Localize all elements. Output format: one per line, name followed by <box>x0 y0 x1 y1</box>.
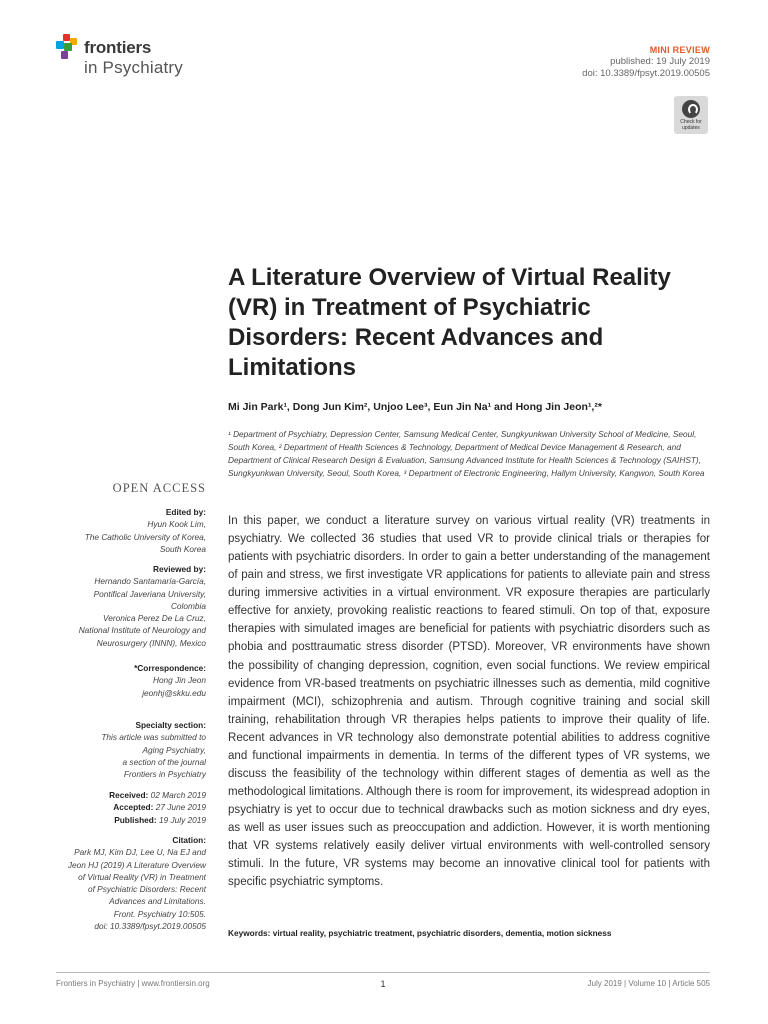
keywords-value: virtual reality, psychiatric treatment, psychiatric disorders, dementia, motion sickness <box>272 928 612 938</box>
correspondence-label: *Correspondence: <box>134 663 206 673</box>
article-title: A Literature Overview of Virtual Reality (VR) in Treatment of Psychiatric Disorders: Recent Advances and Limitations <box>228 264 671 381</box>
citation-line: Park MJ, Kim DJ, Lee U, Na EJ and <box>74 847 206 858</box>
edited-by-section <box>40 506 206 555</box>
specialty-line: Aging Psychiatry, <box>142 744 206 755</box>
footer-issue: July 2019 | Volume 10 | Article 505 <box>587 979 710 988</box>
reviewer-line: Veronica Perez De La Cruz, <box>103 613 206 624</box>
specialty-line: a section of the journal <box>122 756 206 767</box>
reviewer-line: Neurosurgery (INNN), Mexico <box>96 637 206 648</box>
check-updates-label: Check for updates <box>680 119 702 131</box>
journal-name: in Psychiatry <box>84 58 183 77</box>
reviewer-line: Pontifical Javeriana University, <box>93 588 206 599</box>
abstract-text: In this paper, we conduct a literature survey on various virtual reality (VR) treatments in psychiatry. We collected 36 studies that used VR to provide clinical trials or therapies for patients with psychiatric disorders. In order to gain a better understanding of the management of pain and stress, we first investigate VR applications for patients to alleviate pain and stress during immersive activities in a virtual environment. VR exposure therapies are particularly effective for anxiety, provoking realistic reactions to feared stimuli. On top of that, exposure therapies with simulated images are beneficial for patients with psychiatric disorders such as phobia and posttraumatic stress disorder (PTSD). Moreover, VR environments have shown the possibility of changing depression, cognition, even social functions. We review empirical evidence from VR-based treatments on psychiatric illnesses such as dementia, mild cognitive impairment (MCI), schizophrenia and autism. Through cognitive training and social skill training, rehabilitation through VR therapies helps patients to improve their quality of life. Recent advances in VR technology also demonstrate potential abilities to address cognitive and functional impairments in dementia. In terms of the different types of VR systems, we discuss the feasibility of the technology within different stages of dementia as well as the methodological limitations. Although there is room for improvement, its widespread adoption in psychiatry is yet to occur due to technical drawbacks such as motion sickness and dry eyes, as well as user issues such as preoccupation and addiction. However, it is worth mentioning that VR systems relatively easily deliver virtual environments with well-controlled sensory stimuli. In the future, VR systems may become an innovative clinical tool for patients with specific psychiatric symptoms. <box>228 515 710 889</box>
citation-line: Advances and Limitations. <box>109 896 206 907</box>
reviewed-by-section <box>40 563 206 649</box>
editor-line: Hyun Kook Lim, <box>147 519 206 530</box>
correspondent-name: Hong Jin Jeon <box>152 675 206 686</box>
citation-line: Front. Psychiatry 10:505. <box>113 908 206 919</box>
reviewed-by-label: Reviewed by: <box>152 564 206 574</box>
reviewer-line: National Institute of Neurology and <box>78 625 206 636</box>
keywords-line <box>228 928 710 938</box>
specialty-line: Frontiers in Psychiatry <box>123 769 206 780</box>
frontiers-logo-icon <box>56 34 80 60</box>
citation-line: Jeon HJ (2019) A Literature Overview <box>67 859 206 870</box>
published-date-side: Published: 19 July 2019 <box>114 814 206 825</box>
specialty-line: This article was submitted to <box>101 732 206 743</box>
footer-journal[interactable]: Frontiers in Psychiatry | www.frontiersin.org <box>56 979 210 988</box>
correspondence-section <box>40 662 206 699</box>
accepted-date: Accepted: 27 June 2019 <box>113 802 206 813</box>
citation-line: of Psychiatric Disorders: Recent <box>87 884 206 895</box>
reviewer-line: Hernando Santamaría-García, <box>94 576 206 587</box>
article-type: MINI REVIEW <box>649 45 710 55</box>
correspondent-email[interactable]: jeonhj@skku.edu <box>142 687 206 698</box>
published-date: published: 19 July 2019 <box>610 56 710 67</box>
edited-by-label: Edited by: <box>165 507 206 517</box>
specialty-label: Specialty section: <box>135 720 206 730</box>
page-footer <box>56 972 710 993</box>
editor-line: The Catholic University of Korea, <box>84 531 206 542</box>
citation-line[interactable]: doi: 10.3389/fpsyt.2019.00505 <box>94 921 206 932</box>
received-date: Received: 02 March 2019 <box>109 790 206 800</box>
citation-line: of Virtual Reality (VR) in Treatment <box>78 871 206 882</box>
citation-section <box>40 834 206 932</box>
editor-line: South Korea <box>159 543 206 554</box>
journal-logo[interactable] <box>56 34 206 82</box>
reviewer-line: Colombia <box>170 600 206 611</box>
journal-brand: frontiers <box>84 38 152 57</box>
open-access-label: OPEN ACCESS <box>112 481 206 495</box>
author-list: Mi Jin Park¹, Dong Jun Kim², Unjoo Lee³, Eun Jin Na¹ and Hong Jin Jeon¹,²* <box>228 401 602 413</box>
check-for-updates-badge[interactable] <box>674 96 708 134</box>
citation-label: Citation: <box>172 835 206 845</box>
specialty-section <box>40 719 206 780</box>
page-number: 1 <box>380 979 386 989</box>
affiliations: ¹ Department of Psychiatry, Depression Center, Samsung Medical Center, Sungkyunkwan University School of Medicine, Seoul, South Korea, ² Department of Health Sciences & Technology, Department of Medical Device Management & Research, and Department of Clinical Research Design & Evaluation, Samsung Advanced Institute for Health Sciences & Technology (SAIHST), Sungkyunkwan University, Seoul, South Korea, ³ Department of Electronic Engineering, Hallym University, Kangwon, South Korea <box>228 429 705 478</box>
dates-section <box>40 789 206 826</box>
check-updates-icon <box>682 100 700 118</box>
keywords-label: Keywords: <box>228 928 271 938</box>
article-doi[interactable]: doi: 10.3389/fpsyt.2019.00505 <box>582 68 710 79</box>
article-meta <box>582 44 710 80</box>
